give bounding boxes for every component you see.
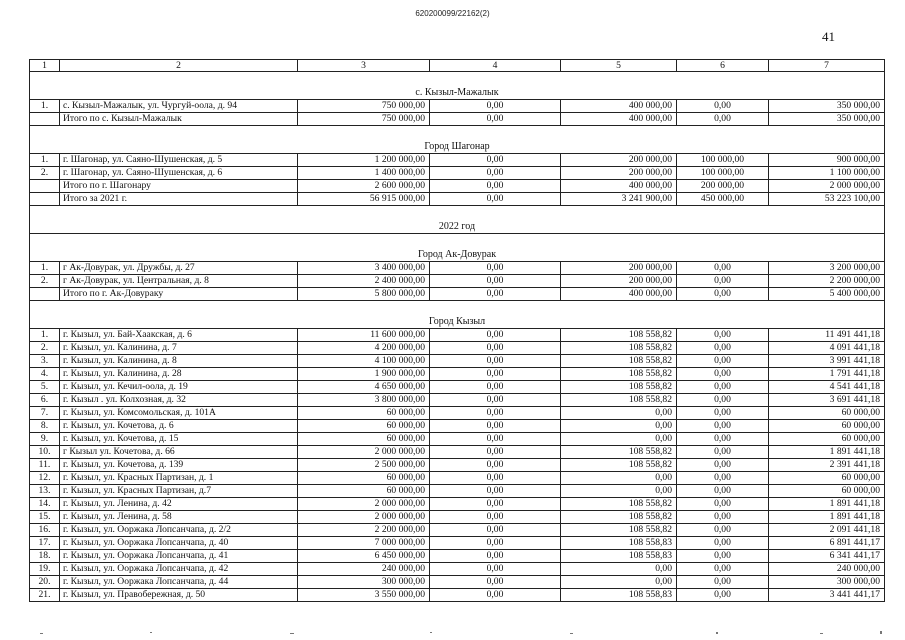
table-cell: 19. [30, 563, 60, 576]
table-cell: г. Кызыл, ул. Комсомольская, д. 101А [60, 407, 298, 420]
table-cell: г. Кызыл, ул. Калинина, д. 7 [60, 342, 298, 355]
table-cell: 0,00 [430, 498, 561, 511]
table-cell: 0,00 [561, 407, 677, 420]
table-cell: 0,00 [430, 113, 561, 126]
table-cell: 108 558,83 [561, 589, 677, 602]
column-number: 6 [677, 60, 769, 72]
table-cell: 0,00 [561, 563, 677, 576]
table-cell: 108 558,82 [561, 459, 677, 472]
table-cell: 2 000 000,00 [298, 446, 430, 459]
table-cell: 1 891 441,18 [769, 498, 885, 511]
table-cell: 0,00 [677, 550, 769, 563]
table-cell: с. Кызыл-Мажалык, ул. Чургуй-оола, д. 94 [60, 100, 298, 113]
column-number-row [30, 60, 885, 72]
table-cell: 0,00 [677, 472, 769, 485]
table-cell: 0,00 [677, 576, 769, 589]
table-cell: 5 800 000,00 [298, 288, 430, 301]
table-cell: 750 000,00 [298, 100, 430, 113]
table-cell: 0,00 [677, 342, 769, 355]
table-cell: 108 558,82 [561, 355, 677, 368]
table-cell: 0,00 [430, 407, 561, 420]
table-cell: 400 000,00 [561, 288, 677, 301]
table-cell: 200 000,00 [677, 180, 769, 193]
section-header-row [30, 301, 885, 329]
table-cell: г. Кызыл, ул. Ооржака Лопсанчапа, д. 42 [60, 563, 298, 576]
table-cell: 0,00 [430, 355, 561, 368]
table-row [30, 472, 885, 485]
table-row [30, 576, 885, 589]
section-header-row [30, 72, 885, 100]
table-cell: 2 400 000,00 [298, 275, 430, 288]
table-cell: 12. [30, 472, 60, 485]
table-cell: 14. [30, 498, 60, 511]
table-row [30, 355, 885, 368]
table-cell: 2 000 000,00 [769, 180, 885, 193]
table-cell: 450 000,00 [677, 193, 769, 206]
table-cell: 0,00 [677, 433, 769, 446]
table-cell: г. Кызыл, ул. Калинина, д. 8 [60, 355, 298, 368]
table-cell: 350 000,00 [769, 113, 885, 126]
table-cell: 0,00 [430, 193, 561, 206]
table-cell: 21. [30, 589, 60, 602]
table-cell: 0,00 [677, 485, 769, 498]
table-cell: 0,00 [430, 446, 561, 459]
table-cell: г. Шагонар, ул. Саяно-Шушенская, д. 5 [60, 154, 298, 167]
table-cell: 0,00 [561, 420, 677, 433]
table-cell: 0,00 [677, 288, 769, 301]
table-cell: 0,00 [430, 368, 561, 381]
table-cell: 200 000,00 [561, 167, 677, 180]
table-row [30, 511, 885, 524]
table-cell: г. Кызыл, ул. Калинина, д. 28 [60, 368, 298, 381]
table-cell: 0,00 [430, 100, 561, 113]
table-cell: 400 000,00 [561, 100, 677, 113]
table-row [30, 167, 885, 180]
table-cell: 350 000,00 [769, 100, 885, 113]
table-cell: 0,00 [430, 288, 561, 301]
table-cell: 0,00 [677, 446, 769, 459]
table-cell: 3 441 441,17 [769, 589, 885, 602]
table-row [30, 550, 885, 563]
column-number: 4 [430, 60, 561, 72]
section-title: Город Ак-Довурак [30, 234, 885, 262]
table-cell: г. Кызыл, ул. Кечил-оола, д. 19 [60, 381, 298, 394]
table-cell: 1 900 000,00 [298, 368, 430, 381]
table-cell: 0,00 [430, 524, 561, 537]
table-cell: 53 223 100,00 [769, 193, 885, 206]
table-cell: 0,00 [430, 381, 561, 394]
table-row [30, 589, 885, 602]
table-cell: 0,00 [677, 459, 769, 472]
table-cell: 4 091 441,18 [769, 342, 885, 355]
table-cell: 13. [30, 485, 60, 498]
table-cell: 0,00 [430, 563, 561, 576]
table-cell [30, 193, 60, 206]
table-cell: 2 200 000,00 [298, 524, 430, 537]
table-cell: 0,00 [430, 275, 561, 288]
table-cell: 0,00 [430, 576, 561, 589]
table-cell: 0,00 [430, 550, 561, 563]
table-cell: 108 558,83 [561, 550, 677, 563]
table-cell: 0,00 [430, 459, 561, 472]
table-cell: 5. [30, 381, 60, 394]
table-cell: 100 000,00 [677, 154, 769, 167]
table-cell: г. Кызыл, ул. Ленина, д. 42 [60, 498, 298, 511]
table-cell: 1 100 000,00 [769, 167, 885, 180]
table-cell: 108 558,82 [561, 511, 677, 524]
table-cell: 4 100 000,00 [298, 355, 430, 368]
table-cell: 7. [30, 407, 60, 420]
table-cell: 60 000,00 [769, 420, 885, 433]
table-row [30, 498, 885, 511]
table-cell: 108 558,82 [561, 498, 677, 511]
table-cell: 108 558,82 [561, 329, 677, 342]
table-cell: 2. [30, 275, 60, 288]
table-cell: 1 791 441,18 [769, 368, 885, 381]
table-cell: 3 991 441,18 [769, 355, 885, 368]
table-cell: 0,00 [677, 394, 769, 407]
table-cell: 1 400 000,00 [298, 167, 430, 180]
table-cell: 0,00 [561, 472, 677, 485]
table-cell: г. Кызыл, ул. Кочетова, д. 15 [60, 433, 298, 446]
table-cell: 60 000,00 [298, 485, 430, 498]
table-cell: 3 691 441,18 [769, 394, 885, 407]
table-cell: г. Кызыл, ул. Ооржака Лопсанчапа, д. 40 [60, 537, 298, 550]
table-cell: г. Кызыл, ул. Красных Партизан, д.7 [60, 485, 298, 498]
table-cell: 200 000,00 [561, 262, 677, 275]
table-cell: 7 000 000,00 [298, 537, 430, 550]
table-cell: 200 000,00 [561, 275, 677, 288]
table-cell: г. Кызыл . ул. Колхозная, д. 32 [60, 394, 298, 407]
table-cell: г. Кызыл, ул. Ооржака Лопсанчапа, д. 44 [60, 576, 298, 589]
table-cell: 1 891 441,18 [769, 446, 885, 459]
table-cell: 60 000,00 [298, 420, 430, 433]
table-cell [30, 113, 60, 126]
table-cell: 0,00 [561, 485, 677, 498]
section-title: Город Кызыл [30, 301, 885, 329]
table-cell: 108 558,82 [561, 342, 677, 355]
section-header-row [30, 206, 885, 234]
table-cell: 11 491 441,18 [769, 329, 885, 342]
table-cell: 240 000,00 [769, 563, 885, 576]
table-cell: 0,00 [677, 498, 769, 511]
table-cell: 108 558,82 [561, 381, 677, 394]
table-row [30, 113, 885, 126]
column-number: 2 [60, 60, 298, 72]
table-cell: 4 541 441,18 [769, 381, 885, 394]
table-row [30, 433, 885, 446]
column-number: 5 [561, 60, 677, 72]
table-cell: Итого по г. Ак-Довураку [60, 288, 298, 301]
table-cell [30, 288, 60, 301]
table-cell: г. Кызыл, ул. Кочетова, д. 139 [60, 459, 298, 472]
table-row [30, 180, 885, 193]
table-cell: 0,00 [677, 420, 769, 433]
table-cell: 400 000,00 [561, 180, 677, 193]
table-cell: г Кызыл ул. Кочетова, д. 66 [60, 446, 298, 459]
table-cell: 0,00 [430, 433, 561, 446]
table-cell: 1. [30, 100, 60, 113]
table-row [30, 563, 885, 576]
page-number: 41 [822, 29, 835, 44]
table-row [30, 288, 885, 301]
table-cell: 240 000,00 [298, 563, 430, 576]
table-cell: Итого по г. Шагонару [60, 180, 298, 193]
table-cell: 0,00 [430, 342, 561, 355]
table-cell: 108 558,82 [561, 446, 677, 459]
table-cell: 108 558,83 [561, 537, 677, 550]
table-cell: 6 450 000,00 [298, 550, 430, 563]
table-cell: 0,00 [677, 329, 769, 342]
table-cell: г. Кызыл, ул. Кочетова, д. 6 [60, 420, 298, 433]
section-title: 2022 год [30, 206, 885, 234]
table-cell: 1. [30, 262, 60, 275]
table-cell: 10. [30, 446, 60, 459]
table-cell: 0,00 [430, 420, 561, 433]
table-row [30, 262, 885, 275]
table-row [30, 420, 885, 433]
table-row [30, 154, 885, 167]
table-cell: 2 091 441,18 [769, 524, 885, 537]
table-row [30, 485, 885, 498]
table-cell: 4 650 000,00 [298, 381, 430, 394]
table-cell: 60 000,00 [769, 433, 885, 446]
section-header-row [30, 234, 885, 262]
table-row [30, 394, 885, 407]
table-cell: 4. [30, 368, 60, 381]
table-row [30, 381, 885, 394]
table-cell: 5 400 000,00 [769, 288, 885, 301]
table-cell: 0,00 [430, 485, 561, 498]
table-cell: 8. [30, 420, 60, 433]
table-cell: 60 000,00 [298, 433, 430, 446]
table-cell: 3 550 000,00 [298, 589, 430, 602]
table-cell: 1. [30, 329, 60, 342]
table-row [30, 193, 885, 206]
table-cell: 2 500 000,00 [298, 459, 430, 472]
table-cell: 0,00 [561, 576, 677, 589]
table-row [30, 368, 885, 381]
table-cell: 18. [30, 550, 60, 563]
table-cell: 6. [30, 394, 60, 407]
section-title: Город Шагонар [30, 126, 885, 154]
table-cell: 3 200 000,00 [769, 262, 885, 275]
table-cell: 2 391 441,18 [769, 459, 885, 472]
table-cell: г. Шагонар, ул. Саяно-Шушенская, д. 6 [60, 167, 298, 180]
table-cell: 300 000,00 [298, 576, 430, 589]
table-row [30, 275, 885, 288]
table-cell: 2. [30, 342, 60, 355]
table-cell: 200 000,00 [561, 154, 677, 167]
table-cell: 0,00 [677, 407, 769, 420]
table-cell: 0,00 [430, 262, 561, 275]
table-cell: 0,00 [677, 275, 769, 288]
table-cell: 0,00 [677, 563, 769, 576]
table-cell: 15. [30, 511, 60, 524]
table-cell: 6 341 441,17 [769, 550, 885, 563]
table-row [30, 342, 885, 355]
table-cell: г Ак-Довурак, ул. Дружбы, д. 27 [60, 262, 298, 275]
table-cell: 0,00 [430, 589, 561, 602]
table-cell: 0,00 [677, 113, 769, 126]
table-cell: 4 200 000,00 [298, 342, 430, 355]
table-cell: 108 558,82 [561, 394, 677, 407]
scan-noise [0, 630, 905, 636]
table-cell: 108 558,82 [561, 368, 677, 381]
section-header-row [30, 126, 885, 154]
table-cell: 2. [30, 167, 60, 180]
table-cell: 0,00 [677, 100, 769, 113]
table-cell: 16. [30, 524, 60, 537]
table-cell: 0,00 [430, 154, 561, 167]
table-cell: 0,00 [430, 472, 561, 485]
table-cell: 3. [30, 355, 60, 368]
table-row [30, 407, 885, 420]
table-cell: г Ак-Довурак, ул. Центральная, д. 8 [60, 275, 298, 288]
table-cell: 1 891 441,18 [769, 511, 885, 524]
column-number: 3 [298, 60, 430, 72]
table-cell: 2 600 000,00 [298, 180, 430, 193]
table-cell: 20. [30, 576, 60, 589]
table-cell: г. Кызыл, ул. Бай-Хаакская, д. 6 [60, 329, 298, 342]
table-cell: 60 000,00 [298, 472, 430, 485]
table-row [30, 459, 885, 472]
table-cell: 0,00 [430, 167, 561, 180]
table-cell: 9. [30, 433, 60, 446]
document-id: 620200099/22162(2) [415, 9, 490, 18]
table-cell: 11. [30, 459, 60, 472]
table-row [30, 100, 885, 113]
table-cell: 0,00 [430, 394, 561, 407]
table-cell: 17. [30, 537, 60, 550]
table-cell: 100 000,00 [677, 167, 769, 180]
table-cell: 300 000,00 [769, 576, 885, 589]
table-cell: г. Кызыл, ул. Ленина, д. 58 [60, 511, 298, 524]
table-cell: 0,00 [430, 511, 561, 524]
table-cell: 0,00 [677, 511, 769, 524]
table-cell: 750 000,00 [298, 113, 430, 126]
table-row [30, 446, 885, 459]
table-cell: 0,00 [430, 537, 561, 550]
table-cell: 0,00 [677, 262, 769, 275]
table-cell: 0,00 [561, 433, 677, 446]
table-cell: 1 200 000,00 [298, 154, 430, 167]
table-cell [30, 180, 60, 193]
table-cell: Итого за 2021 г. [60, 193, 298, 206]
table-cell: г. Кызыл, ул. Красных Партизан, д. 1 [60, 472, 298, 485]
table-cell: 900 000,00 [769, 154, 885, 167]
table-cell: 1. [30, 154, 60, 167]
table-cell: 60 000,00 [769, 485, 885, 498]
table-cell: 3 241 900,00 [561, 193, 677, 206]
table-cell: 56 915 000,00 [298, 193, 430, 206]
section-title: с. Кызыл-Мажалык [30, 72, 885, 100]
table-cell: 6 891 441,17 [769, 537, 885, 550]
table-cell: 0,00 [677, 381, 769, 394]
table-cell: 2 000 000,00 [298, 498, 430, 511]
table-cell: 2 000 000,00 [298, 511, 430, 524]
table-cell: 2 200 000,00 [769, 275, 885, 288]
table-cell: 108 558,82 [561, 524, 677, 537]
table-cell: г. Кызыл, ул. Ооржака Лопсанчапа, д. 2/2 [60, 524, 298, 537]
table-cell: г. Кызыл, ул. Ооржака Лопсанчапа, д. 41 [60, 550, 298, 563]
table-cell: 3 400 000,00 [298, 262, 430, 275]
table-cell: 60 000,00 [769, 472, 885, 485]
table-cell: 3 800 000,00 [298, 394, 430, 407]
table-cell: 11 600 000,00 [298, 329, 430, 342]
table-cell: 0,00 [677, 368, 769, 381]
table-cell: 400 000,00 [561, 113, 677, 126]
table-body [30, 60, 885, 602]
table-cell: 0,00 [677, 537, 769, 550]
table-cell: г. Кызыл, ул. Правобережная, д. 50 [60, 589, 298, 602]
data-table [29, 59, 885, 602]
table-cell: 0,00 [430, 180, 561, 193]
table-cell: 60 000,00 [298, 407, 430, 420]
table-cell: Итого по с. Кызыл-Мажалык [60, 113, 298, 126]
table-cell: 0,00 [677, 355, 769, 368]
table-cell: 60 000,00 [769, 407, 885, 420]
table-row [30, 329, 885, 342]
table-cell: 0,00 [677, 589, 769, 602]
table-row [30, 537, 885, 550]
table-row [30, 524, 885, 537]
table-cell: 0,00 [677, 524, 769, 537]
column-number: 7 [769, 60, 885, 72]
table-cell: 0,00 [430, 329, 561, 342]
column-number: 1 [30, 60, 60, 72]
